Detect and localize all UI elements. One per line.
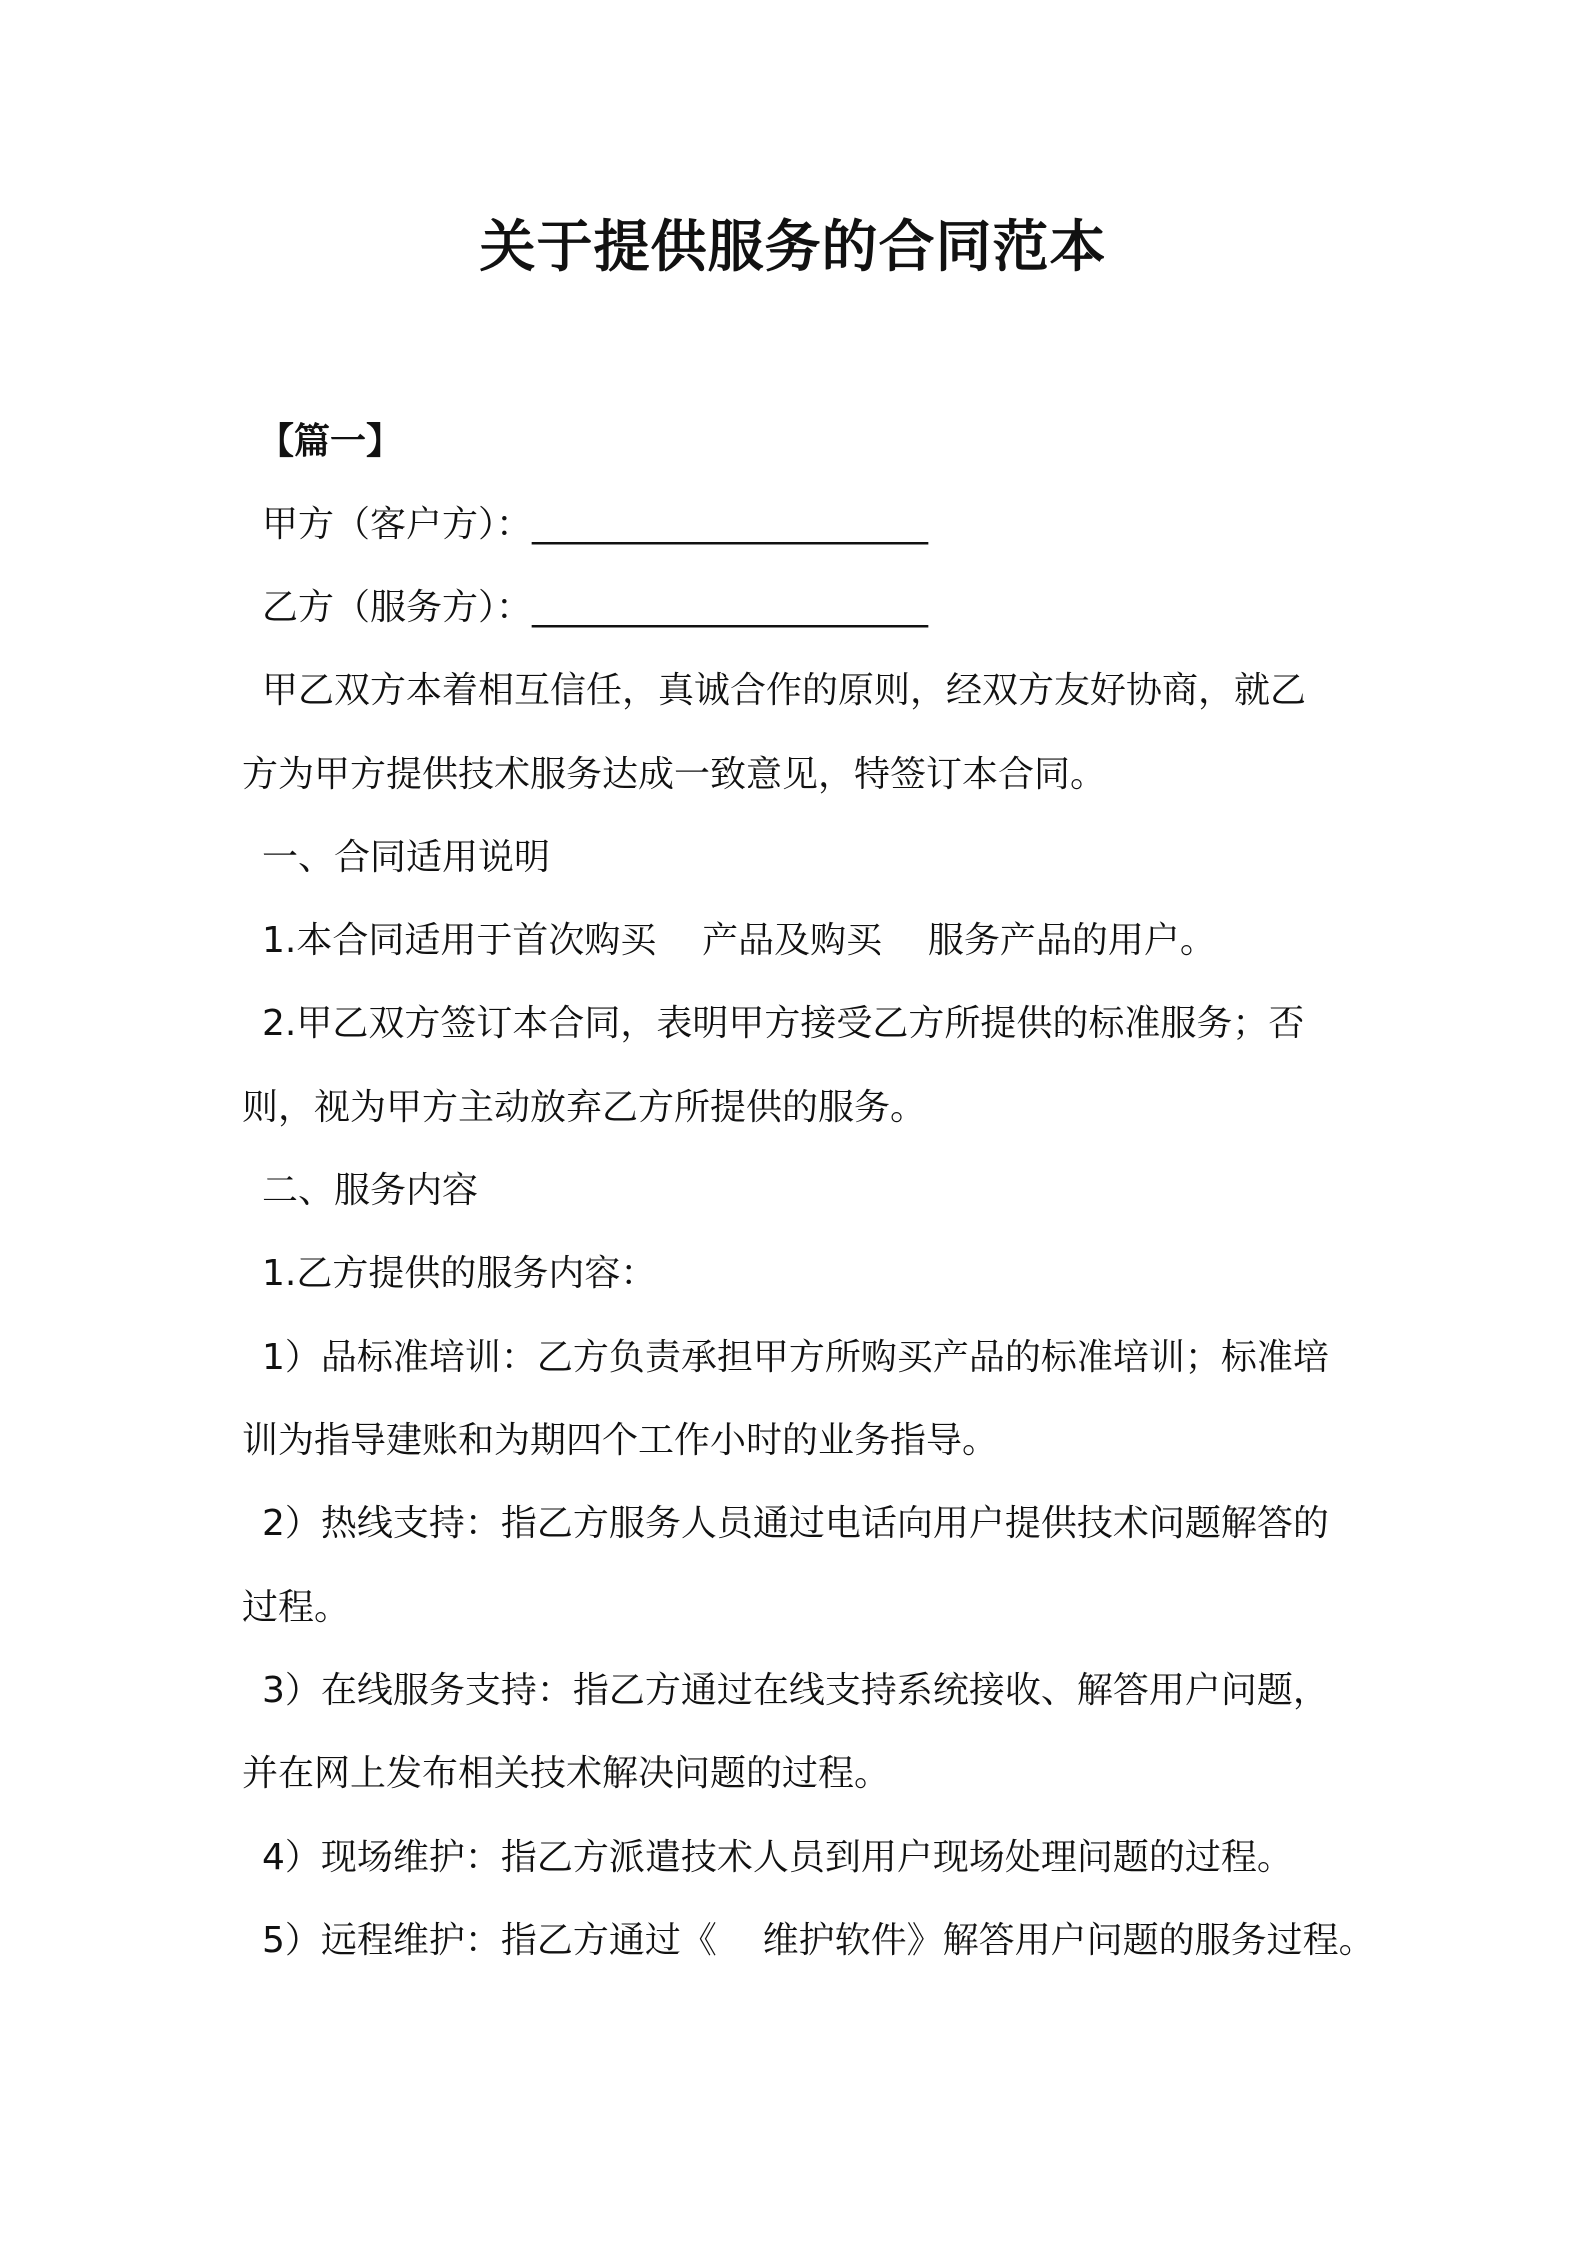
- paragraph-line: 4）现场维护：指乙方派遣技术人员到用户现场处理问题的过程。: [262, 1837, 1293, 1878]
- section-label: 【篇一】: [258, 421, 403, 462]
- paragraph-line: 训为指导建账和为期四个工作小时的业务指导。: [242, 1420, 999, 1461]
- paragraph-line: 3）在线服务支持：指乙方通过在线支持系统接收、解答用户问题，: [262, 1670, 1329, 1711]
- paragraph-line: 1）品标准培训：乙方负责承担甲方所购买产品的标准培训；标准培: [262, 1337, 1329, 1378]
- document-title: 关于提供服务的合同范本: [479, 215, 1107, 280]
- paragraph-line: 则，视为甲方主动放弃乙方所提供的服务。: [242, 1087, 927, 1128]
- paragraph-line: 5）远程维护：指乙方通过《 维护软件》解答用户问题的服务过程。: [262, 1920, 1375, 1961]
- paragraph-line: 1.乙方提供的服务内容：: [262, 1253, 657, 1294]
- paragraph-line: 并在网上发布相关技术解决问题的过程。: [242, 1753, 891, 1794]
- paragraph-line: 2）热线支持：指乙方服务人员通过电话向用户提供技术问题解答的: [262, 1503, 1329, 1544]
- paragraph-line: 甲乙双方本着相互信任，真诚合作的原则，经双方友好协商，就乙: [262, 670, 1307, 711]
- paragraph-line: 1.本合同适用于首次购买 产品及购买 服务产品的用户。: [262, 920, 1216, 961]
- heading-line: 二、服务内容: [262, 1170, 479, 1211]
- paragraph-line: 过程。: [242, 1587, 351, 1628]
- party-a-line: 甲方（客户方）：______________________: [262, 504, 929, 545]
- party-b-line: 乙方（服务方）：______________________: [262, 587, 929, 628]
- paragraph-line: 方为甲方提供技术服务达成一致意见，特签订本合同。: [242, 754, 1107, 795]
- heading-line: 一、合同适用说明: [262, 837, 551, 878]
- paragraph-line: 2.甲乙双方签订本合同，表明甲方接受乙方所提供的标准服务；否: [262, 1003, 1305, 1044]
